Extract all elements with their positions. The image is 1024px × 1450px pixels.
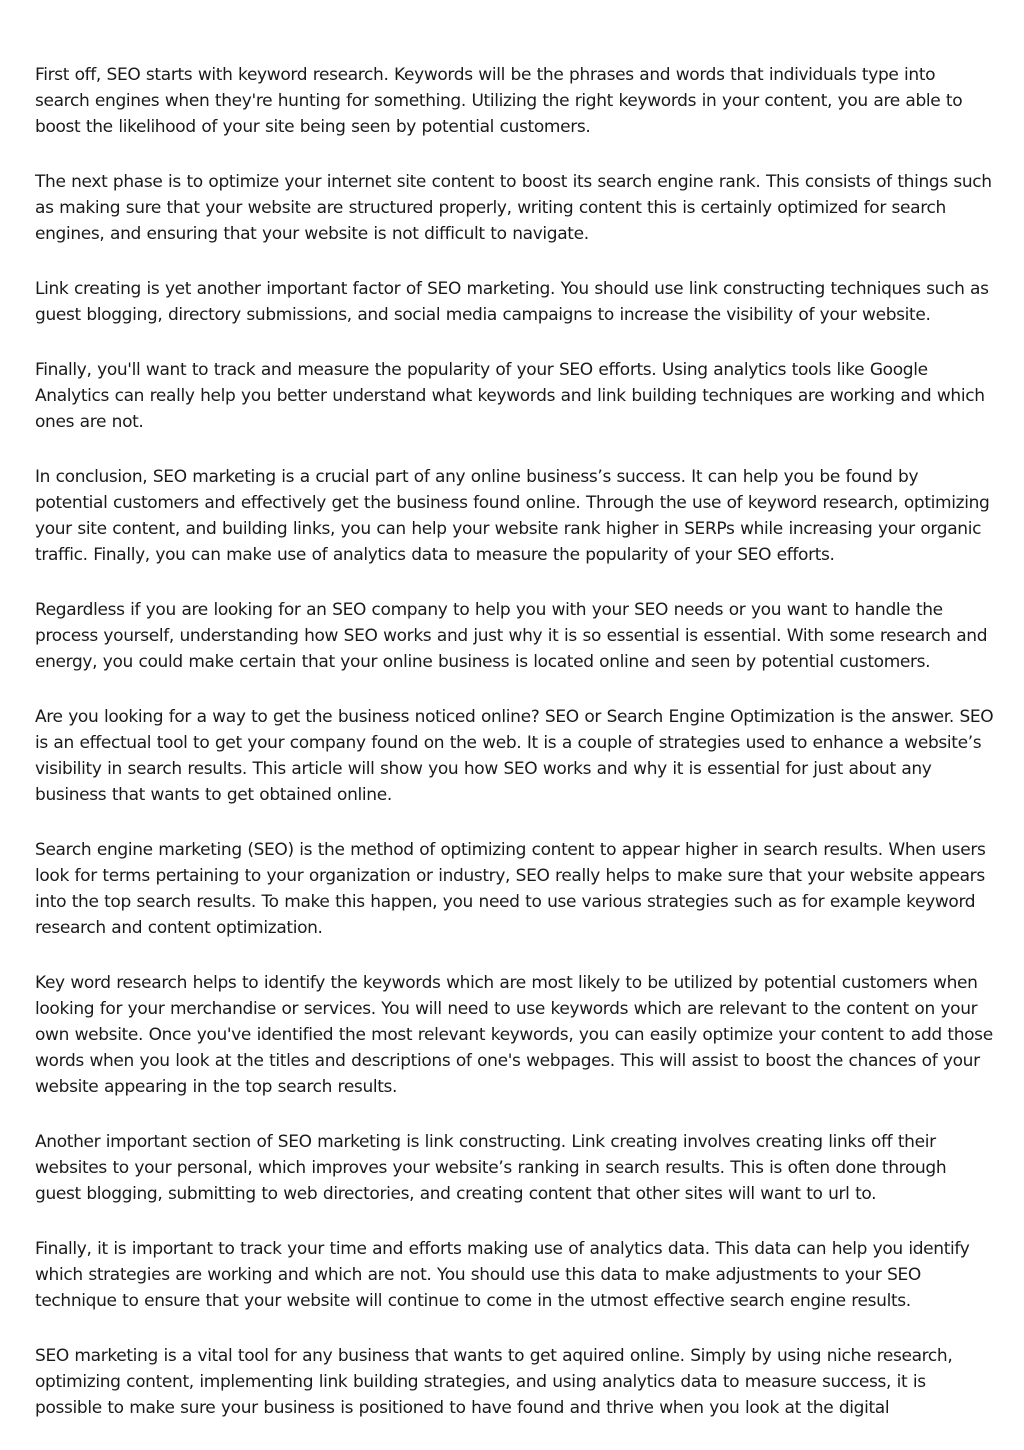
paragraph-link-constructing: Another important section of SEO marketing is link constructing. Link creating involves creating links off their websites to your personal, which improves your website’s ranking in search results. This is often done through guest blogging, submitting to web directories, and creating content that other sites will want to url to. <box>35 1132 947 1204</box>
document-body <box>35 62 995 1450</box>
paragraph-conclusion: In conclusion, SEO marketing is a crucial part of any online business’s success. It can help you be found by potential customers and effectively get the business found online. Through the use of keyword research, optimizing your site content, and building links, you can help your website rank higher in SERPs while increasing your organic traffic. Finally, you can make use of analytics data to measure the popularity of your SEO efforts. <box>35 467 990 565</box>
paragraph-seo-vital-tool: SEO marketing is a vital tool for any business that wants to get aquired online. Simply by using niche research, optimizing content, implementing link building strategies, and using analytics data to measure success, it is possible to make sure your business is positioned to have found and thrive when you look at the digital <box>35 1346 953 1418</box>
paragraph-link-creating: Link creating is yet another important factor of SEO marketing. You should use link constructing techniques such as guest blogging, directory submissions, and social media campaigns to increase the visibility of your website. <box>35 279 989 325</box>
paragraph-key-word-research: Key word research helps to identify the keywords which are most likely to be utilized by potential customers when looking for your merchandise or services. You will need to use keywords which are relevant to the content on your own website. Once you've identified the most relevant keywords, you can easily optimize your content to add those words when you look at the titles and descriptions of one's webpages. This will assist to boost the chances of your website appearing in the top search results. <box>35 973 993 1097</box>
paragraph-analytics-data: Finally, it is important to track your time and efforts making use of analytics data. This data can help you identify which strategies are working and which are not. You should use this data to make adjustments to your SEO technique to ensure that your website will continue to come in the utmost effective search engine results. <box>35 1239 970 1311</box>
paragraph-seo-company: Regardless if you are looking for an SEO company to help you with your SEO needs or you want to handle the process yourself, understanding how SEO works and just why it is so essential is essential. With some research and energy, you could make certain that your online business is located online and seen by potential customers. <box>35 600 988 672</box>
paragraph-optimize-site-content: The next phase is to optimize your internet site content to boost its search engine rank. This consists of things such as making sure that your website are structured properly, writing content this is certainly optimized for search engines, and ensuring that your website is not difficult to navigate. <box>35 172 992 244</box>
paragraph-business-noticed: Are you looking for a way to get the business noticed online? SEO or Search Engine Optimization is the answer. SEO is an effectual tool to get your company found on the web. It is a couple of strategies used to enhance a website’s visibility in search results. This article will show you how SEO works and why it is essential for just about any business that wants to get obtained online. <box>35 707 994 805</box>
paragraph-seo-keyword-research: First off, SEO starts with keyword research. Keywords will be the phrases and words that individuals type into search engines when they're hunting for something. Utilizing the right keywords in your content, you are able to boost the likelihood of your site being seen by potential customers. <box>35 65 963 137</box>
paragraph-track-measure: Finally, you'll want to track and measure the popularity of your SEO efforts. Using analytics tools like Google Analytics can really help you better understand what keywords and link building techniques are working and which ones are not. <box>35 360 985 432</box>
paragraph-search-engine-marketing: Search engine marketing (SEO) is the method of optimizing content to appear higher in search results. When users look for terms pertaining to your organization or industry, SEO really helps to make sure that your website appears into the top search results. To make this happen, you need to use various strategies such as for example keyword research and content optimization. <box>35 840 986 938</box>
